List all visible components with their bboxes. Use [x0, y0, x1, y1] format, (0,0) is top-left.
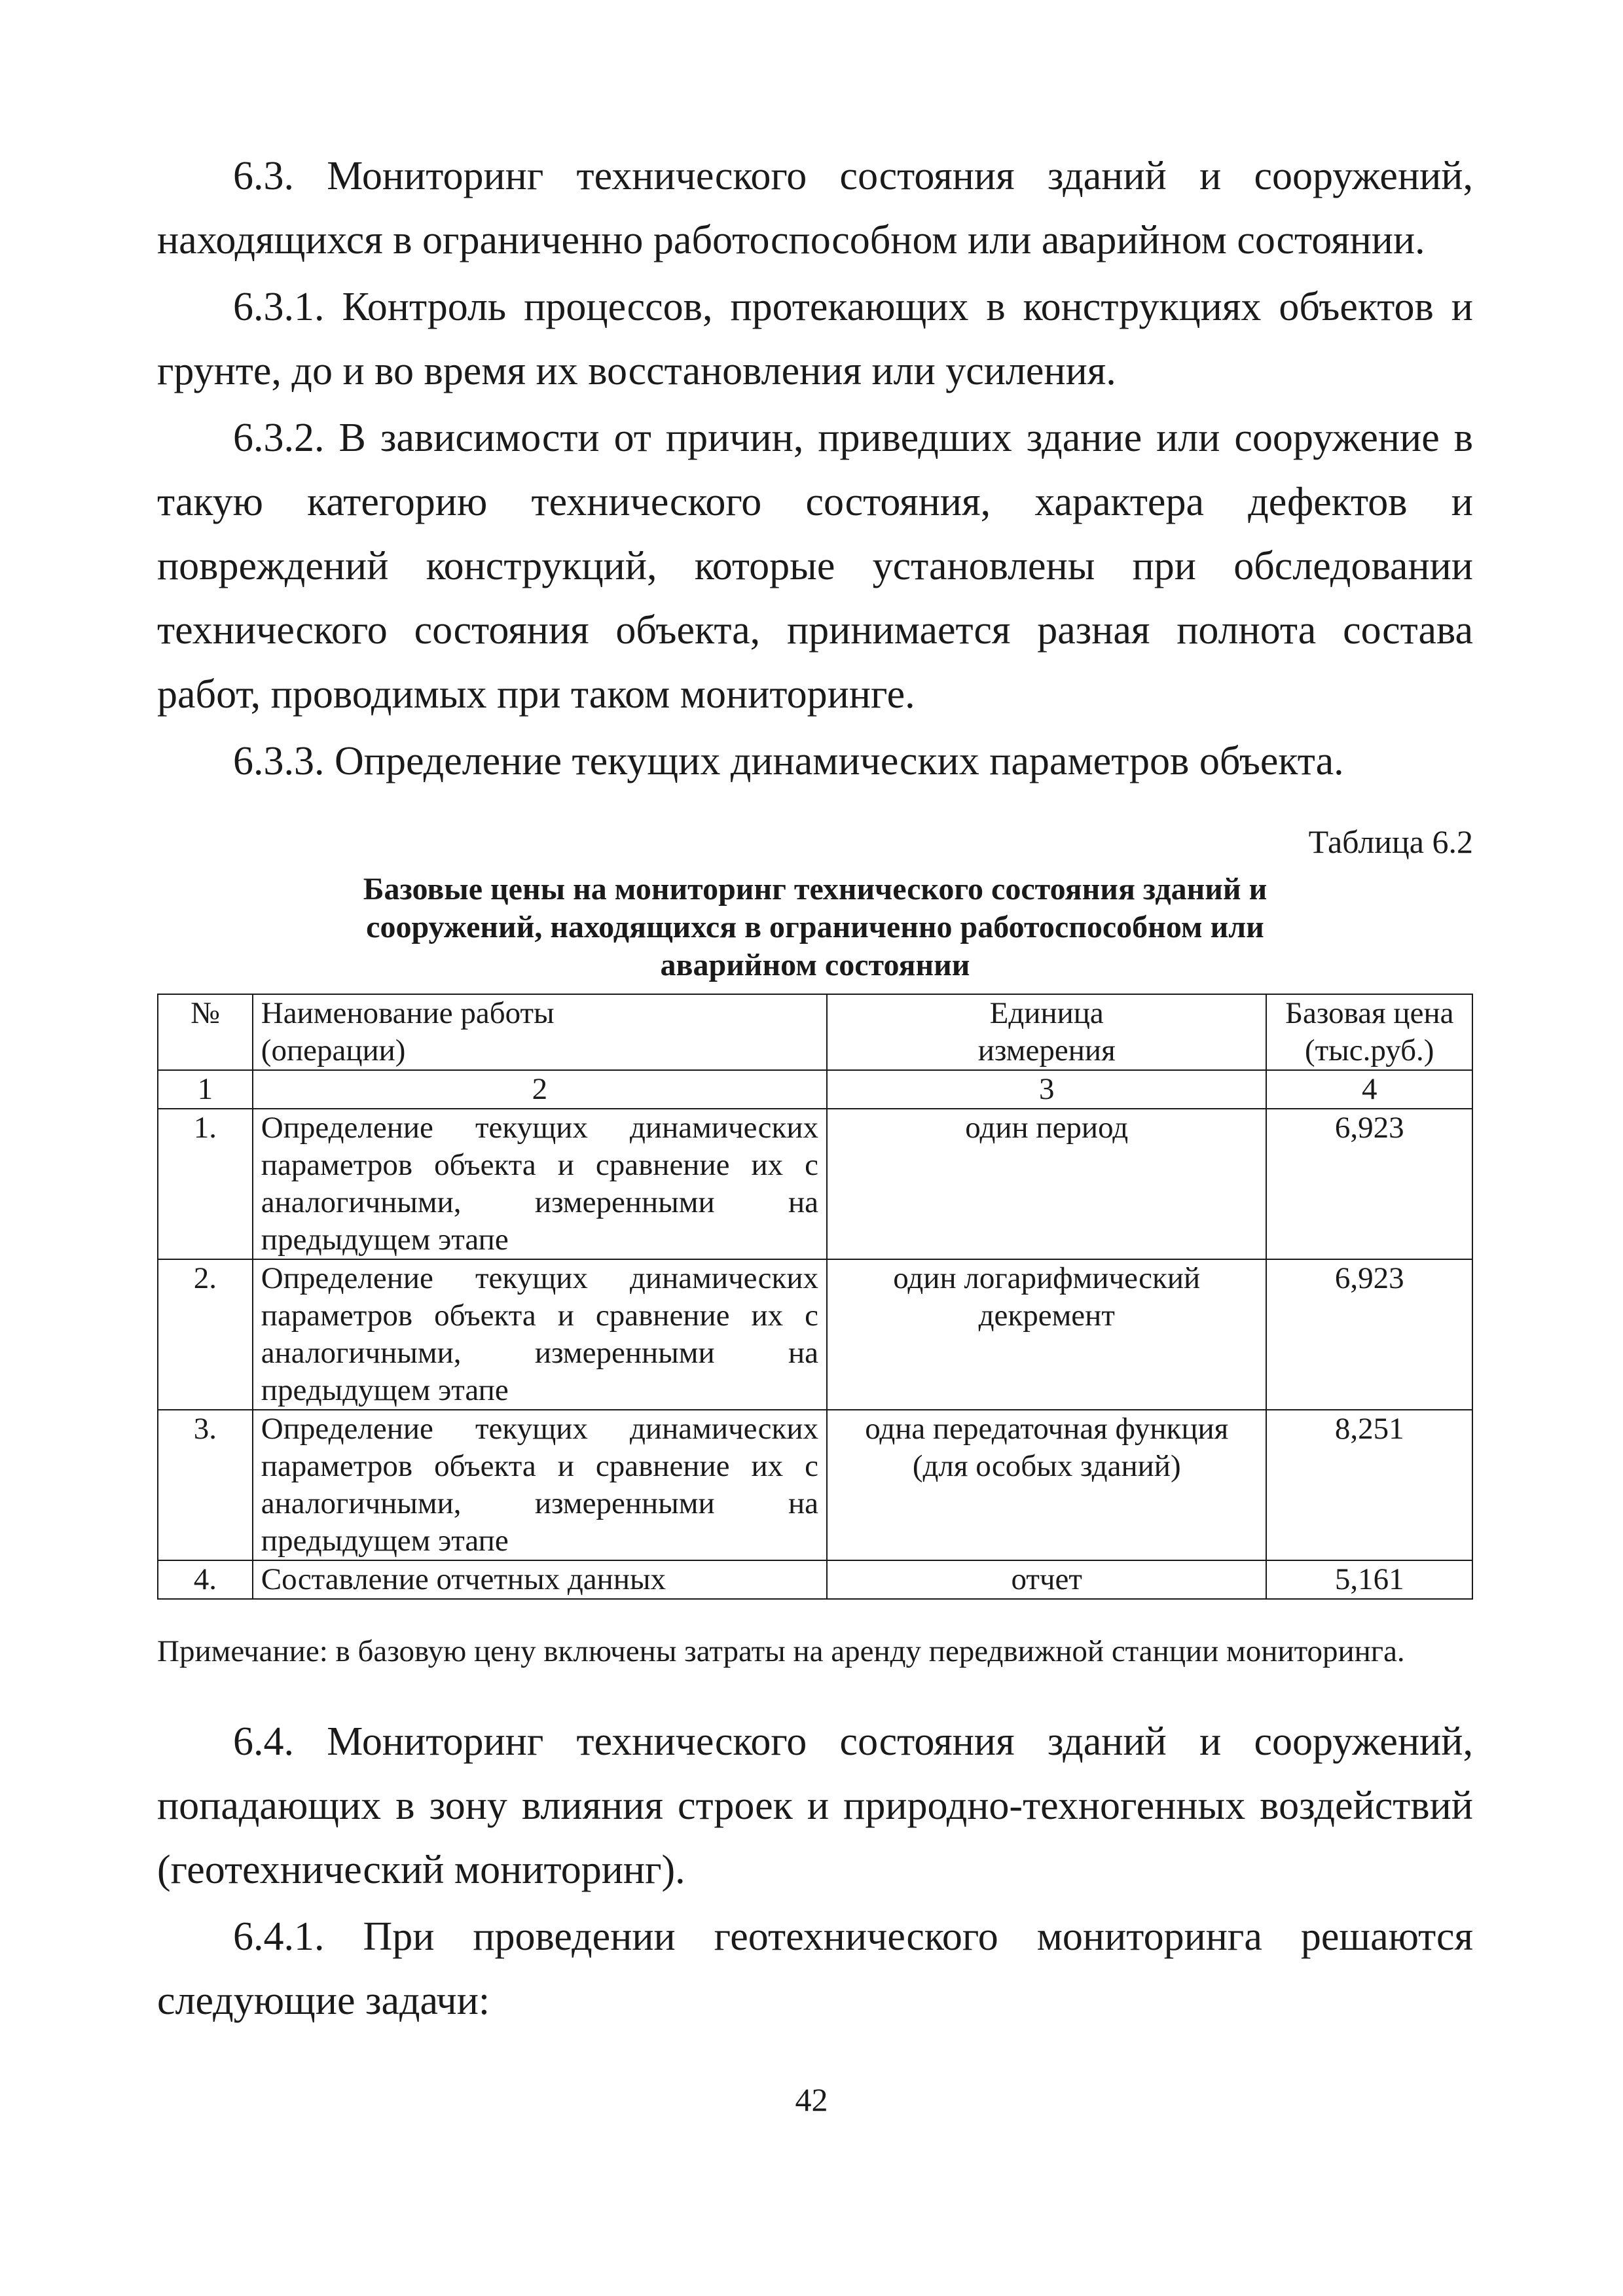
row-name: Составление отчетных данных	[253, 1560, 827, 1599]
row-unit: одна передаточная функция (для особых зданий)	[827, 1410, 1266, 1560]
row-num: 4.	[158, 1560, 253, 1599]
table-row	[158, 1410, 1472, 1560]
table-row	[158, 1109, 1472, 1259]
row-price: 6,923	[1266, 1109, 1472, 1259]
table-row	[158, 1560, 1472, 1599]
paragraph-6-3-1: 6.3.1. Контроль процессов, протекающих в конструкциях объектов и грунте, до и во время их восстановления или усиления.	[157, 285, 1473, 393]
bottom-section	[157, 1710, 1473, 2033]
row-unit: один период	[827, 1109, 1266, 1259]
column-index: 4	[1266, 1070, 1472, 1109]
header-unit-line1: Единица	[989, 996, 1104, 1030]
header-price-line2: (тыс.руб.)	[1304, 1033, 1434, 1067]
header-num: №	[158, 994, 253, 1070]
header-price-line1: Базовая цена	[1285, 996, 1454, 1030]
column-index: 3	[827, 1070, 1266, 1109]
paragraph-6-4: 6.4. Мониторинг технического состояния зданий и сооружений, попадающих в зону влияния строек и природно-техногенных воздействий (геотехнический мониторинг).	[157, 1719, 1473, 1892]
table-title: Базовые цены на мониторинг технического состояния зданий и сооружений, находящихся в ограниченно работоспособном или аварийном состоянии	[363, 872, 1267, 982]
paragraph-6-3: 6.3. Мониторинг технического состояния зданий и сооружений, находящихся в ограниченно работоспособном или аварийном состоянии.	[157, 154, 1473, 262]
row-num: 2.	[158, 1259, 253, 1410]
header-unit-line2: измерения	[977, 1033, 1116, 1067]
page-number: 42	[795, 2081, 828, 2118]
paragraph-6-3-2: 6.3.2. В зависимости от причин, приведших здание или сооружение в такую категорию технического состояния, характера дефектов и повреждений конструкций, которые установлены при обследовании технического состояния объекта, принимается разная полнота состава работ, проводимых при таком мониторинге.	[157, 416, 1473, 717]
table-caption: Таблица 6.2	[1308, 823, 1473, 860]
table-column-index-row	[158, 1070, 1472, 1109]
row-name: Определение текущих динамических параметров объекта и сравнение их с аналогичными, измеренными на предыдущем этапе	[253, 1109, 827, 1259]
row-num: 3.	[158, 1410, 253, 1560]
header-name-line1: Наименование работы	[261, 996, 555, 1030]
price-table	[157, 994, 1473, 1600]
row-price: 6,923	[1266, 1259, 1472, 1410]
header-name-line2: (операции)	[261, 1033, 406, 1067]
row-price: 5,161	[1266, 1560, 1472, 1599]
column-index: 2	[253, 1070, 827, 1109]
paragraph-6-3-3: 6.3.3. Определение текущих динамических параметров объекта.	[233, 739, 1344, 783]
paragraph-6-4-1: 6.4.1. При проведении геотехнического мониторинга решаются следующие задачи:	[157, 1914, 1473, 2023]
header-price	[1266, 994, 1472, 1070]
document-page	[157, 144, 1473, 2033]
row-name: Определение текущих динамических параметров объекта и сравнение их с аналогичными, измеренными на предыдущем этапе	[253, 1410, 827, 1560]
table-row	[158, 1259, 1472, 1410]
row-unit: один логарифмический декремент	[827, 1259, 1266, 1410]
row-name: Определение текущих динамических параметров объекта и сравнение их с аналогичными, измеренными на предыдущем этапе	[253, 1259, 827, 1410]
row-num: 1.	[158, 1109, 253, 1259]
header-name	[253, 994, 827, 1070]
row-unit: отчет	[827, 1560, 1266, 1599]
row-price: 8,251	[1266, 1410, 1472, 1560]
header-unit	[827, 994, 1266, 1070]
table-note: Примечание: в базовую цену включены затраты на аренду передвижной станции мониторинга.	[157, 1634, 1405, 1668]
table-header-row	[158, 994, 1472, 1070]
column-index: 1	[158, 1070, 253, 1109]
